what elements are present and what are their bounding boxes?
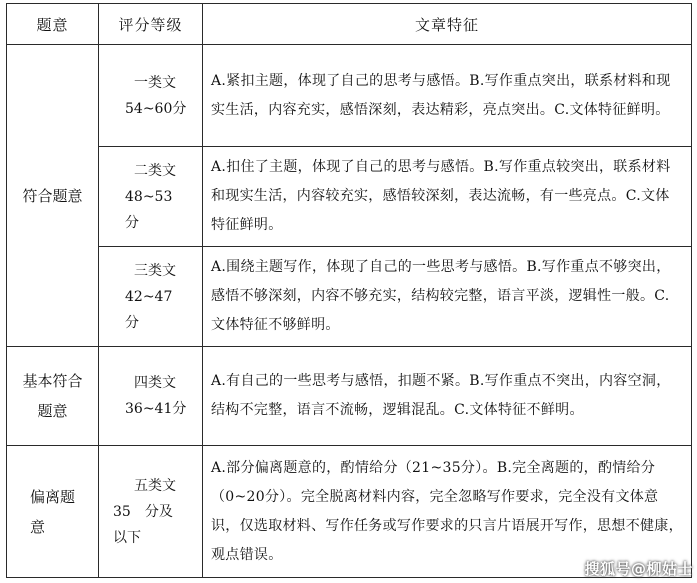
header-features: 文章特征 (203, 4, 692, 45)
grade-level: 四类文 (134, 375, 176, 391)
table-row (7, 347, 692, 446)
grade-level: 三类文 (134, 262, 176, 279)
grade-score: 42~47 (125, 288, 173, 305)
feature-text: A.有自己的一些思考与感悟，扣题不紧。B.写作重点不突出，内容空洞，结构不完整，语言不流畅，逻辑混乱。C.文体特征不鲜明。 (211, 373, 671, 418)
grade-cell (99, 347, 203, 446)
category-label: 符合题意 (22, 186, 83, 205)
grading-table (6, 3, 692, 578)
table-row (7, 147, 692, 247)
grade-score: 35 分及 (113, 503, 173, 520)
feature-text: A.围绕主题写作，体现了自己的一些思考与感悟。B.写作重点不够突出，感悟不够深刻，内容不够充实，结构较完整，语言平淡，逻辑性一般。C.文体特征不够鲜明。 (211, 259, 671, 333)
category-label: 基本符合 (22, 372, 83, 390)
category-off-topic (7, 446, 99, 578)
category-label: 意 (29, 517, 45, 536)
header-grade: 评分等级 (99, 4, 203, 45)
feature-cell (203, 147, 692, 247)
grade-cell (99, 247, 203, 347)
grade-score: 54~60分 (125, 100, 187, 117)
feature-cell (203, 45, 692, 147)
grade-score: 48~53 (125, 188, 173, 205)
grading-table-frame (6, 3, 692, 578)
grade-score-unit: 分 (125, 214, 139, 231)
feature-text: A.部分偏离题意的，酌情给分（21~35分）。B.完全离题的，酌情给分（0~20分）。完全脱离材料内容，完全忽略写作要求，完全没有文体意识，仅选取材料、写作任务或写作要求的只言片语展开写作，思想不健康，观点错误。 (211, 459, 683, 563)
table-row (7, 247, 692, 347)
grade-level: 二类文 (134, 162, 176, 179)
category-label: 题意 (37, 402, 68, 420)
table-row (7, 45, 692, 147)
feature-text: A.扣住了主题，体现了自己的思考与感悟。B.写作重点较突出，联系材料和现实生活，内容较充实，感悟较深刻，表达流畅，有一些亮点。C.文体特征鲜明。 (211, 159, 671, 233)
feature-cell (203, 347, 692, 446)
category-meets-topic (7, 45, 99, 347)
category-label: 偏离题 (29, 487, 75, 506)
watermark: 搜狐号@柳姑士 (584, 560, 693, 578)
grade-score-unit: 以下 (113, 529, 141, 546)
header-topic: 题意 (7, 4, 99, 45)
grade-score-unit: 分 (125, 314, 139, 331)
grade-cell (99, 147, 203, 247)
grade-cell (99, 446, 203, 578)
grade-score: 36~41分 (125, 401, 187, 417)
grade-level: 一类文 (134, 74, 176, 91)
category-basically-meets-topic (7, 347, 99, 446)
grade-cell (99, 45, 203, 147)
grade-level: 五类文 (134, 477, 176, 494)
feature-text: A.紧扣主题，体现了自己的思考与感悟。B.写作重点突出，联系材料和现实生活，内容充实，感悟深刻，表达精彩，亮点突出。C.文体特征鲜明。 (211, 72, 671, 118)
feature-cell (203, 247, 692, 347)
header-row (7, 4, 692, 45)
